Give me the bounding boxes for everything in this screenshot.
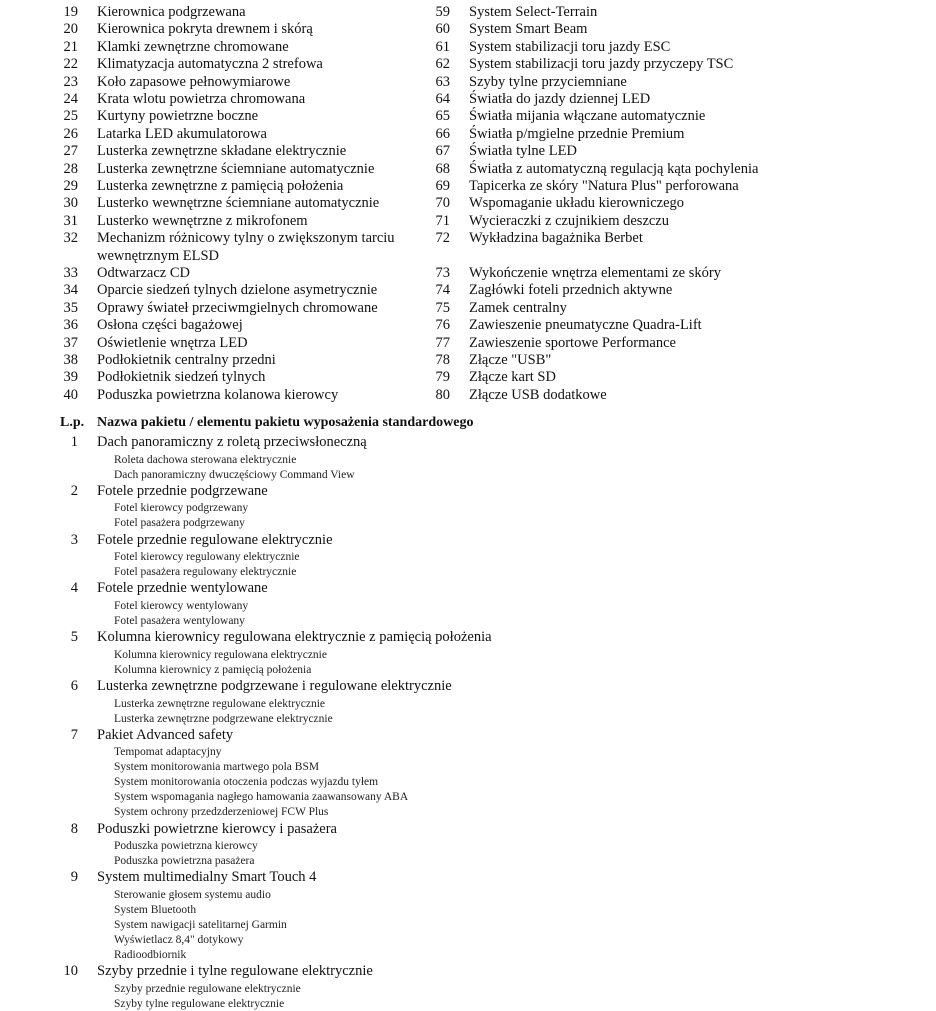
item-label: Lusterka zewnętrzne z pamięcią położenia (97, 178, 344, 194)
item-label: Złącze kart SD (469, 369, 556, 386)
item-label: Lusterko wewnętrzne ściemniane automatycznie (97, 195, 380, 212)
item-number: 61 (435, 38, 450, 55)
item-number: 67 (435, 143, 450, 160)
item-label: Wycieraczki z czujnikiem deszczu (469, 212, 669, 229)
package-item: Fotel pasażera wentylowany (114, 614, 245, 627)
package-item: Tempomat adaptacyjny (114, 746, 222, 759)
item-number: 29 (63, 178, 78, 194)
item-number: 31 (63, 212, 78, 229)
item-label: Oprawy świateł przeciwmgielnych chromowane (97, 299, 378, 316)
package-item: System nawigacji satelitarnej Garmin (114, 918, 287, 931)
item-number: 26 (63, 125, 78, 142)
item-label: Poduszka powietrzna kolanowa kierowcy (97, 386, 339, 403)
package-item: Fotel kierowcy wentylowany (114, 599, 249, 612)
item-number: 74 (435, 282, 450, 299)
packages-lp-header: L.p. (60, 415, 85, 430)
package-item: Szyby przednie regulowane elektrycznie (114, 982, 301, 995)
item-number: 32 (63, 230, 78, 247)
item-label: Krata wlotu powietrza chromowana (97, 91, 306, 107)
package-name: Dach panoramiczny z roletą przeciwsłoneczną (97, 434, 367, 450)
package-item: System wspomagania nagłego hamowania zaawansowany ABA (114, 791, 409, 804)
item-number: 39 (63, 369, 78, 386)
item-number: 27 (63, 143, 78, 160)
item-number: 30 (63, 195, 78, 212)
package-number: 10 (63, 963, 78, 980)
package-item: Kolumna kierownicy regulowana elektrycznie (114, 648, 327, 661)
package-item: Fotel kierowcy podgrzewany (114, 502, 249, 515)
package-name: System multimedialny Smart Touch 4 (97, 869, 317, 886)
package-item: Radioodbiornik (114, 948, 187, 961)
item-label-continued: wewnętrznym ELSD (97, 247, 220, 264)
package-item: Szyby tylne regulowane elektrycznie (114, 997, 285, 1010)
item-number: 35 (63, 299, 78, 316)
package-number: 6 (70, 678, 78, 694)
package-item: System monitorowania martwego pola BSM (114, 761, 320, 774)
package-name: Pakiet Advanced safety (97, 726, 234, 743)
item-label: Lusterko wewnętrzne z mikrofonem (97, 212, 308, 229)
package-name: Kolumna kierownicy regulowana elektrycznie z pamięcią położenia (97, 629, 492, 646)
item-number: 60 (435, 21, 450, 38)
package-item: Roleta dachowa sterowana elektrycznie (114, 453, 297, 466)
item-number: 36 (63, 317, 78, 334)
item-label: System Select-Terrain (469, 4, 598, 20)
item-label: Mechanizm różnicowy tylny o zwiększonym tarciu (97, 230, 395, 247)
item-label: Złącze "USB" (469, 352, 552, 368)
item-number: 72 (435, 230, 450, 247)
item-label: Podłokietnik centralny przedni (97, 352, 276, 368)
item-label: Światła do jazdy dziennej LED (469, 91, 651, 107)
item-label: Wykończenie wnętrza elementami ze skóry (469, 265, 721, 281)
item-number: 65 (435, 108, 450, 125)
item-label: Wykładzina bagażnika Berbet (469, 230, 643, 247)
package-item: Kolumna kierownicy z pamięcią położenia (114, 663, 312, 676)
package-name: Szyby przednie i tylne regulowane elektrycznie (97, 963, 373, 980)
item-number: 80 (435, 386, 450, 403)
item-label: Kierownica pokryta drewnem i skórą (97, 21, 313, 38)
item-number: 33 (63, 265, 78, 281)
item-label: Klimatyzacja automatyczna 2 strefowa (97, 56, 323, 73)
package-item: Fotel pasażera podgrzewany (114, 517, 245, 530)
item-label: Światła z automatyczną regulacją kąta pochylenia (469, 160, 759, 177)
package-number: 8 (70, 820, 78, 837)
package-item: Fotel pasażera regulowany elektrycznie (114, 566, 297, 579)
item-number: 37 (63, 334, 78, 351)
item-label: Kurtyny powietrzne boczne (97, 108, 259, 125)
item-number: 68 (435, 160, 450, 177)
packages-title-header: Nazwa pakietu / elementu pakietu wyposażenia standardowego (97, 415, 474, 430)
item-number: 28 (63, 160, 78, 177)
package-item: Poduszka powietrzna kierowcy (114, 840, 258, 853)
item-number: 76 (435, 317, 450, 334)
item-label: Kierownica podgrzewana (97, 4, 246, 20)
item-number: 38 (63, 352, 78, 368)
item-number: 22 (63, 56, 78, 73)
package-name: Fotele przednie podgrzewane (97, 482, 268, 499)
package-number: 3 (70, 531, 78, 548)
package-number: 1 (70, 434, 78, 450)
package-item: Wyświetlacz 8,4" dotykowy (114, 933, 244, 946)
item-label: Zagłówki foteli przednich aktywne (469, 282, 673, 299)
item-label: System stabilizacji toru jazdy ESC (469, 38, 671, 55)
package-number: 5 (70, 629, 78, 646)
package-number: 9 (70, 869, 78, 886)
item-label: Oparcie siedzeń tylnych dzielone asymetrycznie (97, 282, 378, 299)
package-item: System Bluetooth (114, 903, 197, 916)
item-label: Wspomaganie układu kierowniczego (469, 195, 685, 212)
item-label: Światła tylne LED (469, 143, 577, 160)
package-item: Sterowanie głosem systemu audio (114, 888, 271, 901)
package-number: 4 (70, 580, 78, 597)
package-number: 2 (70, 482, 78, 499)
package-name: Lusterka zewnętrzne podgrzewane i regulowane elektrycznie (97, 678, 452, 694)
item-number: 21 (63, 38, 78, 55)
item-label: Latarka LED akumulatorowa (97, 125, 267, 142)
item-number: 66 (435, 125, 450, 142)
package-name: Fotele przednie wentylowane (97, 580, 268, 597)
item-number: 23 (63, 73, 78, 90)
item-label: Zawieszenie sportowe Performance (469, 334, 676, 351)
item-number: 70 (435, 195, 450, 212)
package-item: Fotel kierowcy regulowany elektrycznie (114, 551, 300, 564)
item-label: System Smart Beam (469, 21, 588, 38)
item-number: 78 (435, 352, 450, 368)
item-label: Zawieszenie pneumatyczne Quadra-Lift (469, 317, 702, 334)
item-label: Lusterka zewnętrzne ściemniane automatycznie (97, 160, 375, 177)
item-label: Światła p/mgielne przednie Premium (469, 125, 685, 142)
item-number: 75 (435, 299, 450, 316)
item-label: Złącze USB dodatkowe (469, 386, 607, 403)
package-item: System monitorowania otoczenia podczas wyjazdu tyłem (114, 776, 379, 789)
item-label: Światła mijania włączane automatycznie (469, 108, 706, 125)
item-label: Oświetlenie wnętrza LED (97, 334, 248, 351)
item-number: 34 (63, 282, 78, 299)
item-label: Tapicerka ze skóry "Natura Plus" perforowana (469, 178, 739, 194)
item-number: 25 (63, 108, 78, 125)
item-number: 69 (435, 178, 450, 194)
item-label: Zamek centralny (469, 299, 567, 316)
package-item: System ochrony przedzderzeniowej FCW Plus (114, 806, 329, 819)
item-label: Koło zapasowe pełnowymiarowe (97, 73, 291, 90)
package-name: Poduszki powietrzne kierowcy i pasażera (97, 820, 337, 837)
item-number: 79 (435, 369, 450, 386)
package-number: 7 (70, 726, 78, 743)
item-number: 62 (435, 56, 450, 73)
item-number: 24 (63, 91, 78, 107)
package-item: Lusterka zewnętrzne regulowane elektrycznie (114, 697, 326, 710)
item-label: Szyby tylne przyciemniane (469, 73, 627, 90)
item-label: Osłona części bagażowej (97, 317, 243, 334)
item-number: 20 (63, 21, 78, 38)
item-label: Klamki zewnętrzne chromowane (97, 38, 289, 55)
item-number: 73 (435, 265, 450, 281)
item-number: 64 (435, 91, 450, 107)
item-label: System stabilizacji toru jazdy przyczepy TSC (469, 56, 734, 73)
item-label: Podłokietnik siedzeń tylnych (97, 369, 266, 386)
item-label: Lusterka zewnętrzne składane elektrycznie (97, 143, 347, 160)
item-number: 40 (63, 386, 78, 403)
item-number: 59 (435, 4, 450, 20)
package-item: Lusterka zewnętrzne podgrzewane elektrycznie (114, 712, 333, 725)
package-name: Fotele przednie regulowane elektrycznie (97, 531, 333, 548)
package-item: Dach panoramiczny dwuczęściowy Command View (114, 468, 355, 481)
item-label: Odtwarzacz CD (97, 265, 190, 281)
item-number: 19 (63, 4, 78, 20)
item-number: 63 (435, 73, 450, 90)
item-number: 77 (435, 334, 450, 351)
item-number: 71 (435, 212, 450, 229)
package-item: Poduszka powietrzna pasażera (114, 855, 255, 868)
